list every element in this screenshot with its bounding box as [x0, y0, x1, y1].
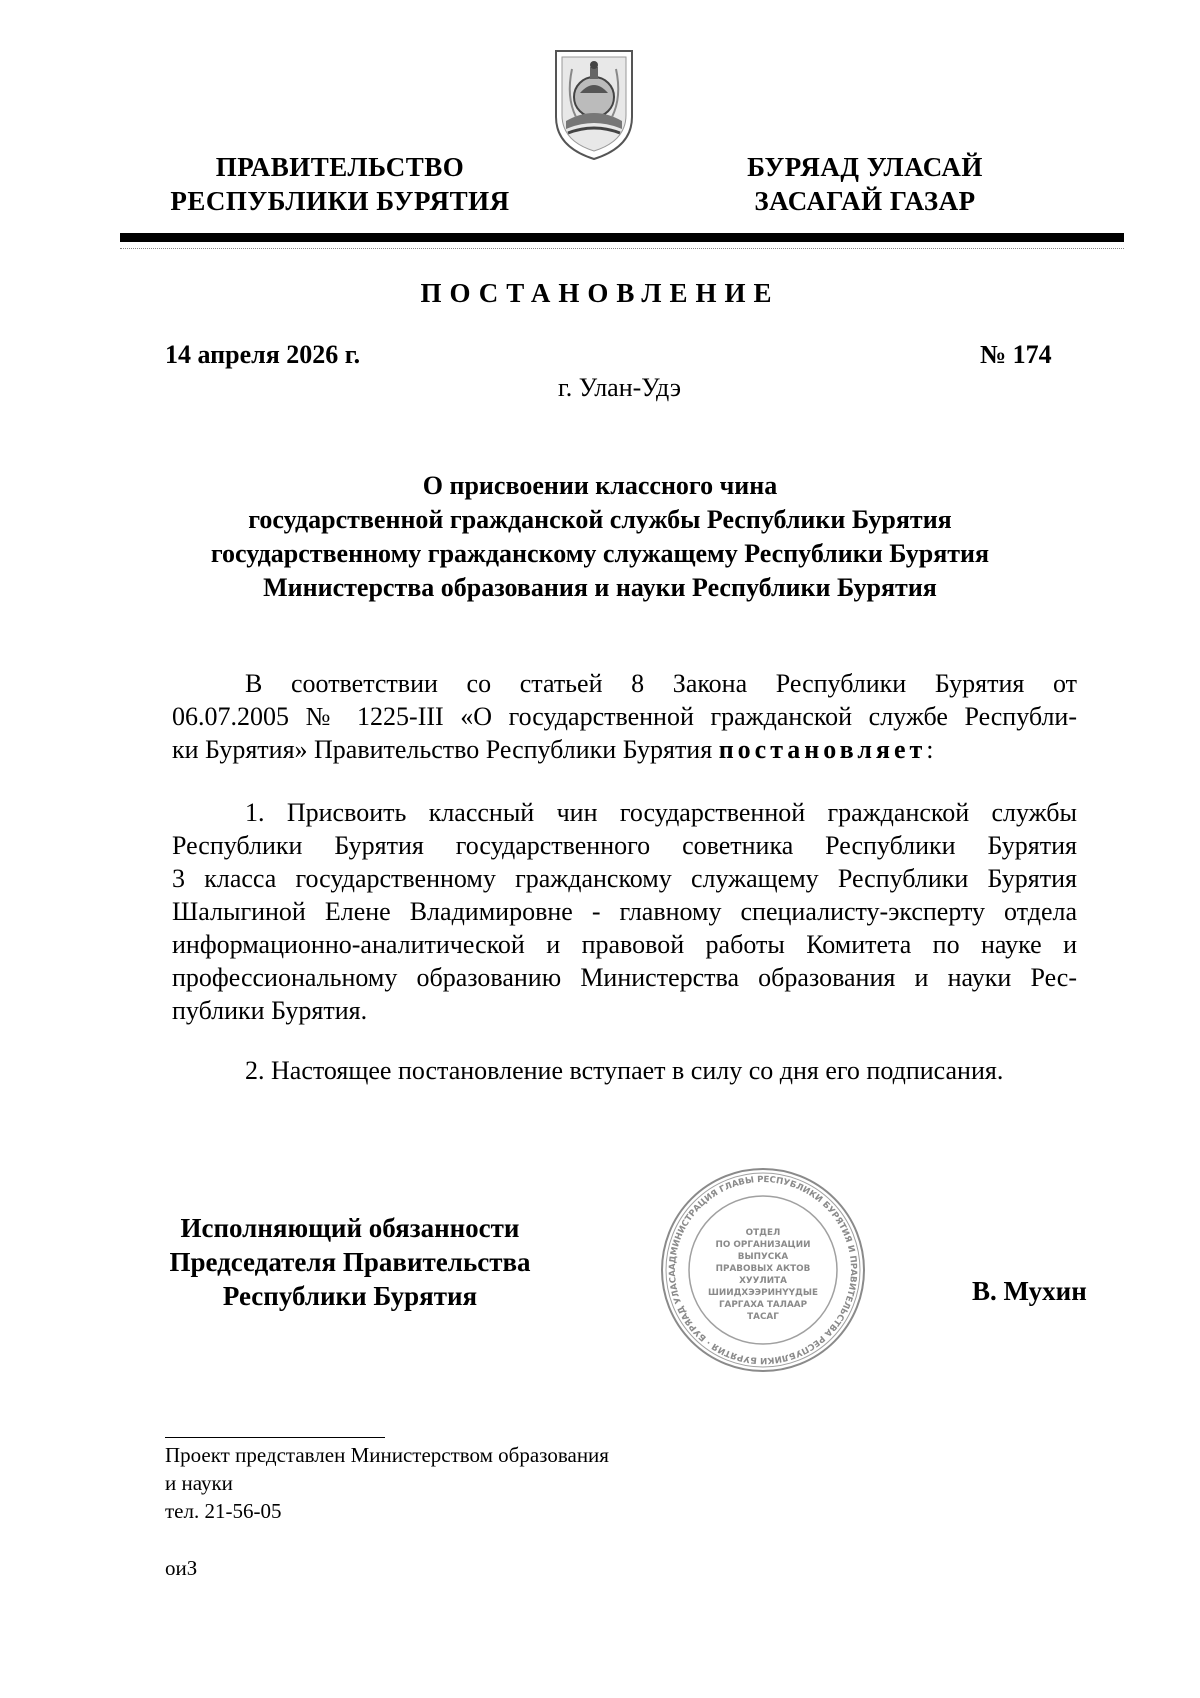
item1-line6: профессиональному образованию Министерства образования и науки Рес-: [172, 963, 1077, 992]
stamp-inner-line5: ХУУЛИТА: [739, 1276, 787, 1286]
coat-of-arms-icon: [550, 47, 638, 163]
org-right-line1: БУРЯАД УЛАСАЙ: [747, 152, 983, 182]
org-name-right: [720, 150, 1010, 218]
preamble-line1: В соответствии со статьей 8 Закона Республики Бурятия от: [245, 669, 1077, 698]
document-number: № 174: [980, 340, 1052, 369]
item1-line4: Шалыгиной Елене Владимировне - главному специалисту-эксперту отдела: [172, 897, 1077, 926]
item-2: 2. Настоящее постановление вступает в силу со дня его подписания.: [245, 1056, 1004, 1085]
stamp-inner-line4: ПРАВОВЫХ АКТОВ: [715, 1264, 811, 1274]
org-left-line2: РЕСПУБЛИКИ БУРЯТИЯ: [170, 186, 510, 216]
footnote-rule: [165, 1437, 385, 1438]
preamble-line3-end: :: [926, 735, 934, 764]
signatory-name: В. Мухин: [972, 1276, 1087, 1306]
signature-position: [150, 1211, 550, 1313]
item-1: [172, 796, 1077, 1027]
title-line1: О присвоении классного чина: [422, 471, 778, 500]
stamp-inner-line2: ПО ОРГАНИЗАЦИИ: [715, 1240, 811, 1250]
item1-line2: Республики Бурятия государственного советника Республики Бурятия: [172, 831, 1077, 860]
document-title: [120, 469, 1080, 605]
document-code: оиЗ: [165, 1556, 198, 1580]
stamp-ring-text: АДМИНИСТРАЦИЯ ГЛАВЫ РЕСПУБЛИКИ БУРЯТИЯ И ПРАВИТЕЛЬСТВА РЕСПУБЛИКИ БУРЯТИЯ · БУРЯАД УЛАСА: [667, 1174, 859, 1366]
footnote-phone: тел. 21-56-05: [165, 1499, 282, 1523]
title-line3: государственному гражданскому служащему Республики Бурятия: [210, 539, 990, 568]
org-name-left: [150, 150, 530, 218]
item1-line5: информационно-аналитической и правовой работы Комитета по науке и: [172, 930, 1077, 959]
position-line2: Председателя Правительства: [169, 1247, 531, 1277]
document-date: 14 апреля 2026 г.: [165, 340, 361, 369]
header-thin-rule: [120, 248, 1124, 249]
document-city: г. Улан-Удэ: [558, 373, 682, 402]
stamp-inner-line3: ВЫПУСКА: [737, 1252, 789, 1262]
document-type: ПОСТАНОВЛЕНИЕ: [420, 278, 780, 308]
org-left-line1: ПРАВИТЕЛЬСТВО: [215, 152, 465, 182]
footnote-line2: и науки: [165, 1471, 233, 1495]
org-right-line2: ЗАСАГАЙ ГАЗАР: [754, 186, 976, 216]
title-line4: Министерства образования и науки Республики Бурятия: [263, 573, 937, 602]
stamp-inner-line7: ГАРГАХА ТАЛААР: [718, 1300, 808, 1310]
stamp-graphic: [658, 1165, 868, 1375]
stamp-inner-line8: ТАСАГ: [747, 1312, 779, 1322]
header-thick-rule: [120, 233, 1124, 242]
stamp-inner-line6: ШИИДХЭЭРИНҮҮДЫЕ: [708, 1288, 818, 1298]
stamp-inner-line1: ОТДЕЛ: [745, 1228, 781, 1238]
position-line3: Республики Бурятия: [222, 1281, 478, 1311]
official-stamp: [658, 1165, 868, 1375]
footnote: [165, 1441, 765, 1525]
item1-line1: 1. Присвоить классный чин государственной гражданской службы: [245, 798, 1077, 827]
resolves-word: постановляет: [718, 735, 927, 764]
footnote-line1: Проект представлен Министерством образования: [165, 1443, 609, 1467]
item1-line7: публики Бурятия.: [172, 996, 368, 1025]
preamble: [172, 667, 1077, 766]
preamble-line2: 06.07.2005 № 1225-III «О государственной гражданской службе Республи-: [172, 702, 1077, 731]
item1-line3: 3 класса государственному гражданскому служащему Республики Бурятия: [172, 864, 1077, 893]
position-line1: Исполняющий обязанности: [180, 1213, 520, 1243]
preamble-line3-start: ки Бурятия» Правительство Республики Бурятия: [172, 735, 719, 764]
preamble-line3: [172, 733, 1077, 766]
title-line2: государственной гражданской службы Республики Бурятия: [248, 505, 952, 534]
